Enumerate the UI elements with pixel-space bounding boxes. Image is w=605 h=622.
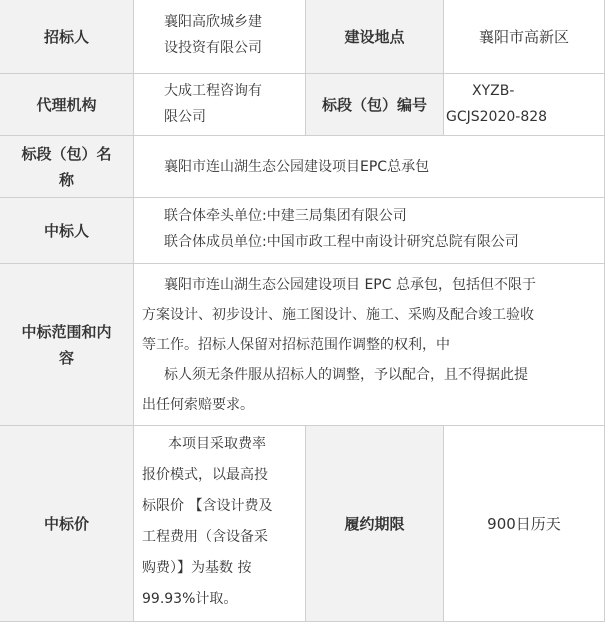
scope-line: 襄阳市连山湖生态公园建设项目 EPC 总承包，包括但不限于 xyxy=(164,277,536,293)
scope-line: 方案设计、初步设计、施工图设计、施工、采购及配合竣工验收 xyxy=(142,307,534,323)
scope-label xyxy=(0,264,134,426)
agency-value xyxy=(134,74,306,136)
tenderer-value xyxy=(134,0,306,74)
section-name-label xyxy=(0,136,134,198)
agency-value-line: 大成工程咨询有 xyxy=(164,83,262,99)
scope-line: 标人须无条件服从招标人的调整，予以配合，且不得据此提 xyxy=(164,367,528,383)
price-line: 本项目采取费率 xyxy=(168,436,266,452)
price-line: 工程费用（含设备采 xyxy=(142,529,268,545)
winner-lead-unit: 联合体牵头单位:中建三局集团有限公司 xyxy=(164,208,407,224)
period-value: 900日历天 xyxy=(444,426,605,622)
section-name-label-line: 标段（包）名 xyxy=(21,144,112,163)
winner-label: 中标人 xyxy=(0,198,134,264)
price-line: 购费）】为基数 按 xyxy=(142,560,252,576)
tenderer-value-line: 襄阳高欣城乡建 xyxy=(164,14,262,30)
tenderer-value-line: 设投资有限公司 xyxy=(164,40,262,56)
scope-value xyxy=(134,264,605,426)
section-number-value xyxy=(444,74,605,136)
section-number-line: XYZB- xyxy=(472,83,515,99)
winner-value xyxy=(134,198,605,264)
location-value: 襄阳市高新区 xyxy=(444,0,605,74)
location-label: 建设地点 xyxy=(306,0,444,74)
scope-label-line: 容 xyxy=(58,348,74,367)
period-label: 履约期限 xyxy=(306,426,444,622)
price-line: 标限价 【含设计费及 xyxy=(142,498,273,514)
price-line: 报价模式，以最高投 xyxy=(142,467,268,483)
section-number-label: 标段（包）编号 xyxy=(306,74,444,136)
scope-line: 等工作。招标人保留对招标范围作调整的权利，中 xyxy=(142,337,450,353)
section-number-line: GCJS2020-828 xyxy=(446,109,548,125)
tenderer-label: 招标人 xyxy=(0,0,134,74)
agency-value-line: 限公司 xyxy=(164,109,206,125)
section-name-label-line: 称 xyxy=(58,170,74,189)
price-value xyxy=(134,426,306,622)
price-label: 中标价 xyxy=(0,426,134,622)
agency-label: 代理机构 xyxy=(0,74,134,136)
price-line: 99.93%计取。 xyxy=(142,591,238,607)
winner-member-unit: 联合体成员单位:中国市政工程中南设计研究总院有限公司 xyxy=(164,234,519,250)
scope-line: 出任何索赔要求。 xyxy=(142,397,254,413)
section-name-value: 襄阳市连山湖生态公园建设项目EPC总承包 xyxy=(134,136,605,198)
scope-label-line: 中标范围和内 xyxy=(21,322,112,341)
